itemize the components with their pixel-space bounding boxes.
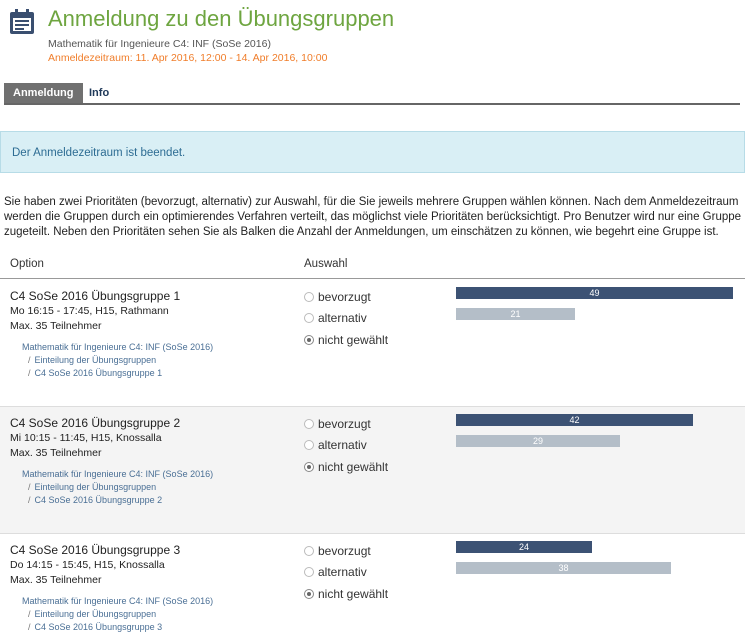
radio-label: nicht gewählt — [318, 333, 389, 347]
group-title: C4 SoSe 2016 Übungsgruppe 2 — [10, 416, 181, 430]
radio-label: bevorzugt — [318, 544, 371, 558]
radio-preferred[interactable] — [304, 290, 371, 304]
breadcrumb-assignment[interactable]: / Einteilung der Übungsgruppen — [28, 609, 157, 619]
radio-not-selected[interactable] — [304, 333, 388, 347]
breadcrumb-label: Einteilung der Übungsgruppen — [34, 355, 157, 365]
group-max: Max. 35 Teilnehmer — [10, 447, 102, 459]
breadcrumb-label: Einteilung der Übungsgruppen — [34, 609, 157, 619]
group-time: Mi 10:15 - 11:45, H15, Knossalla — [10, 432, 162, 444]
status-alert: Der Anmeldezeitraum ist beendet. — [0, 131, 745, 173]
radio-label: alternativ — [318, 565, 367, 579]
page-header — [0, 0, 749, 80]
breadcrumb-course[interactable]: Mathematik für Ingenieure C4: INF (SoSe 2016) — [22, 469, 214, 479]
breadcrumb-label: C4 SoSe 2016 Übungsgruppe 2 — [34, 495, 163, 505]
breadcrumb-group[interactable]: / C4 SoSe 2016 Übungsgruppe 1 — [28, 368, 163, 378]
group-max: Max. 35 Teilnehmer — [10, 320, 102, 332]
radio-alternative[interactable] — [304, 311, 367, 325]
group-title: C4 SoSe 2016 Übungsgruppe 3 — [10, 543, 181, 557]
radio-label: alternativ — [318, 438, 367, 452]
breadcrumb-assignment[interactable]: / Einteilung der Übungsgruppen — [28, 355, 157, 365]
radio-alternative[interactable] — [304, 438, 367, 452]
breadcrumb-course[interactable]: Mathematik für Ingenieure C4: INF (SoSe 2016) — [22, 342, 214, 352]
breadcrumb-label: C4 SoSe 2016 Übungsgruppe 3 — [34, 622, 163, 632]
radio-label: bevorzugt — [318, 417, 371, 431]
radio-label: bevorzugt — [318, 290, 371, 304]
breadcrumb-course[interactable]: Mathematik für Ingenieure C4: INF (SoSe 2016) — [22, 596, 214, 606]
preferred-count-bar: 42 — [456, 414, 693, 426]
registration-period: Anmeldezeitraum: 11. Apr 2016, 12:00 - 14. Apr 2016, 10:00 — [48, 52, 328, 64]
group-row — [0, 280, 745, 407]
column-header-option: Option — [10, 258, 44, 270]
breadcrumb-label: Einteilung der Übungsgruppen — [34, 482, 157, 492]
radio-preferred[interactable] — [304, 417, 371, 431]
alternative-count-bar: 38 — [456, 562, 671, 574]
radio-button[interactable] — [304, 313, 314, 323]
radio-button[interactable] — [304, 589, 314, 599]
radio-not-selected[interactable] — [304, 460, 388, 474]
group-time: Do 14:15 - 15:45, H15, Knossalla — [10, 559, 165, 571]
intro-text: Sie haben zwei Prioritäten (bevorzugt, alternativ) zur Auswahl, für die Sie jeweils mehrere Gruppen wählen können. Nach dem Anmeldezeitraum werden die Gruppen durch ein optimierendes Verfahren verteilt, das möglichst viele Prioritäten berücksichtigt. Pro Benutzer wird nur eine Gruppe zugeteilt. Neben den Prioritäten sehen Sie als Balken die Anzahl der Anmeldungen, um einschätzen zu können, wie begehrt eine Gruppe ist. — [4, 196, 742, 238]
alternative-count-bar: 21 — [456, 308, 575, 320]
radio-button[interactable] — [304, 567, 314, 577]
group-max: Max. 35 Teilnehmer — [10, 574, 102, 586]
radio-label: alternativ — [318, 311, 367, 325]
radio-label: nicht gewählt — [318, 460, 389, 474]
radio-preferred[interactable] — [304, 544, 371, 558]
page-title: Anmeldung zu den Übungsgruppen — [48, 6, 395, 31]
group-title: C4 SoSe 2016 Übungsgruppe 1 — [10, 289, 181, 303]
radio-label: nicht gewählt — [318, 587, 389, 601]
radio-button[interactable] — [304, 419, 314, 429]
breadcrumb-label: C4 SoSe 2016 Übungsgruppe 1 — [34, 368, 163, 378]
radio-button[interactable] — [304, 462, 314, 472]
radio-not-selected[interactable] — [304, 587, 388, 601]
course-name: Mathematik für Ingenieure C4: INF (SoSe 2016) — [48, 38, 271, 50]
breadcrumb-assignment[interactable]: / Einteilung der Übungsgruppen — [28, 482, 157, 492]
group-row — [0, 534, 745, 642]
radio-button[interactable] — [304, 546, 314, 556]
radio-button[interactable] — [304, 440, 314, 450]
radio-button[interactable] — [304, 292, 314, 302]
preferred-count-bar: 49 — [456, 287, 733, 299]
column-header-choice: Auswahl — [304, 258, 348, 270]
preferred-count-bar: 24 — [456, 541, 592, 553]
tab-anmeldung[interactable]: Anmeldung — [4, 83, 83, 103]
group-row — [0, 407, 745, 534]
tab-bar — [4, 83, 740, 105]
group-time: Mo 16:15 - 17:45, H15, Rathmann — [10, 305, 169, 317]
radio-button[interactable] — [304, 335, 314, 345]
radio-alternative[interactable] — [304, 565, 367, 579]
breadcrumb-group[interactable]: / C4 SoSe 2016 Übungsgruppe 3 — [28, 622, 163, 632]
alternative-count-bar: 29 — [456, 435, 620, 447]
header-divider — [0, 278, 745, 279]
breadcrumb-group[interactable]: / C4 SoSe 2016 Übungsgruppe 2 — [28, 495, 163, 505]
calendar-icon — [8, 8, 36, 36]
tab-info[interactable]: Info — [89, 87, 110, 99]
